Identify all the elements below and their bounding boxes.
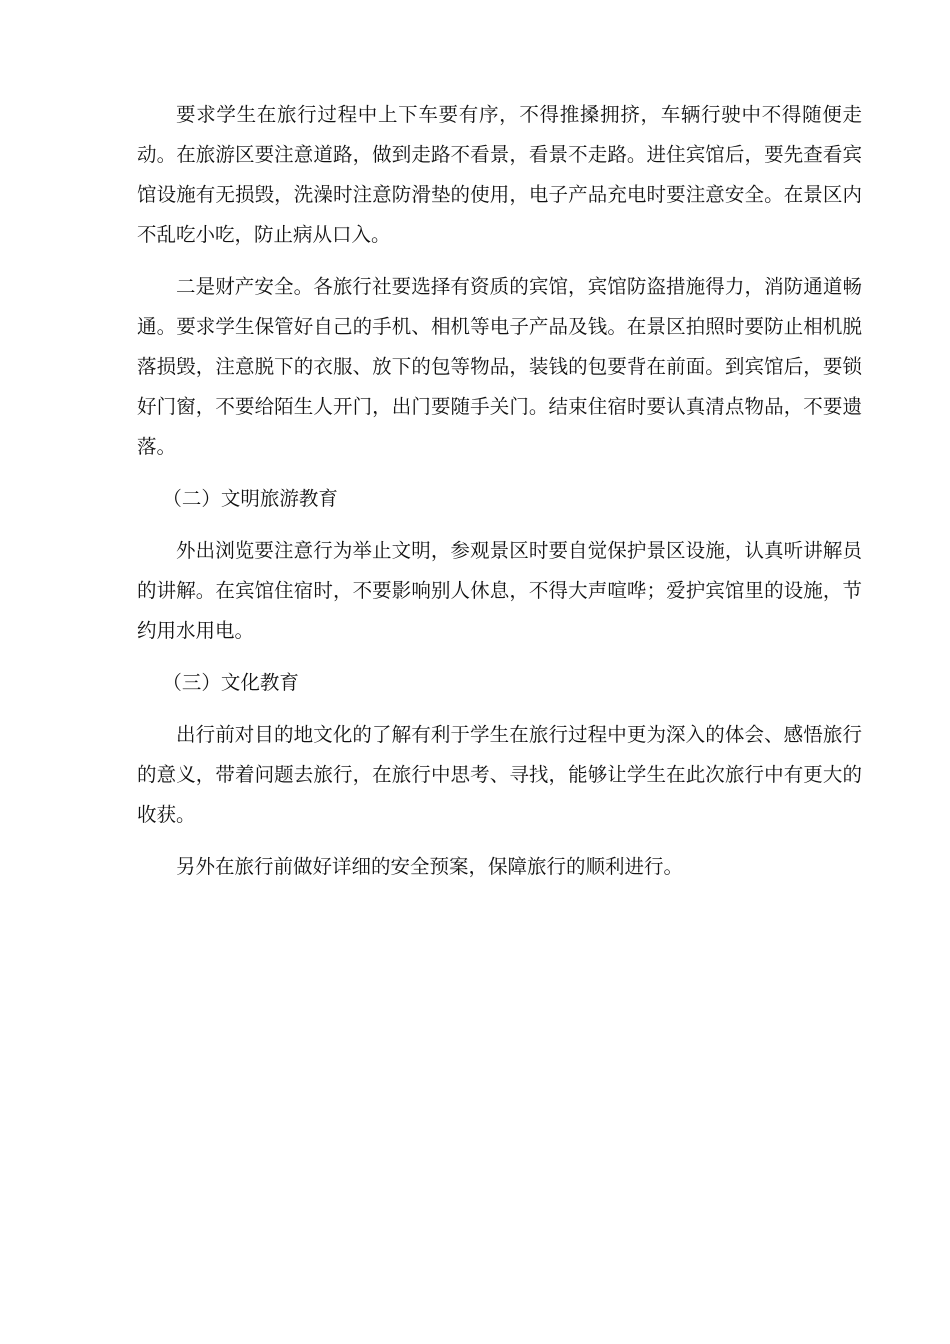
document-body — [137, 95, 862, 887]
paragraph-civilized-behavior: 外出浏览要注意行为举止文明，参观景区时要自觉保护景区设施，认真听讲解员的讲解。在宾馆住宿时，不要影响别人休息，不得大声喧哗；爱护宾馆里的设施，节约用水用电。 — [137, 539, 862, 642]
section-heading-cultural-education: （三）文化教育 — [162, 671, 299, 694]
paragraph-travel-order: 要求学生在旅行过程中上下车要有序，不得推搡拥挤，车辆行驶中不得随便走动。在旅游区要注意道路，做到走路不看景，看景不走路。进住宾馆后，要先查看宾馆设施有无损毁，洗澡时注意防滑垫的使用，电子产品充电时要注意安全。在景区内不乱吃小吃，防止病从口入。 — [137, 103, 862, 246]
paragraph-spacer — [137, 255, 862, 267]
paragraph-property-safety: 二是财产安全。各旅行社要选择有资质的宾馆，宾馆防盗措施得力，消防通道畅通。要求学生保管好自己的手机、相机等电子产品及钱。在景区拍照时要防止相机脱落损毁，注意脱下的衣服、放下的包等物品，装钱的包要背在前面。到宾馆后，要锁好门窗，不要给陌生人开门，出门要随手关门。结束住宿时要认真清点物品，不要遗落。 — [137, 275, 862, 458]
paragraph-spacer — [137, 519, 862, 531]
paragraph-cultural-preparation: 出行前对目的地文化的了解有利于学生在旅行过程中更为深入的体会、感悟旅行的意义，带着问题去旅行，在旅行中思考、寻找，能够让学生在此次旅行中有更大的收获。 — [137, 723, 862, 826]
paragraph-spacer — [137, 467, 862, 479]
section-heading-civilized-travel: （二）文明旅游教育 — [162, 487, 338, 510]
paragraph-safety-plan: 另外在旅行前做好详细的安全预案，保障旅行的顺利进行。 — [176, 855, 684, 878]
paragraph-spacer — [137, 835, 862, 847]
paragraph-spacer — [137, 651, 862, 663]
paragraph-spacer — [137, 703, 862, 715]
